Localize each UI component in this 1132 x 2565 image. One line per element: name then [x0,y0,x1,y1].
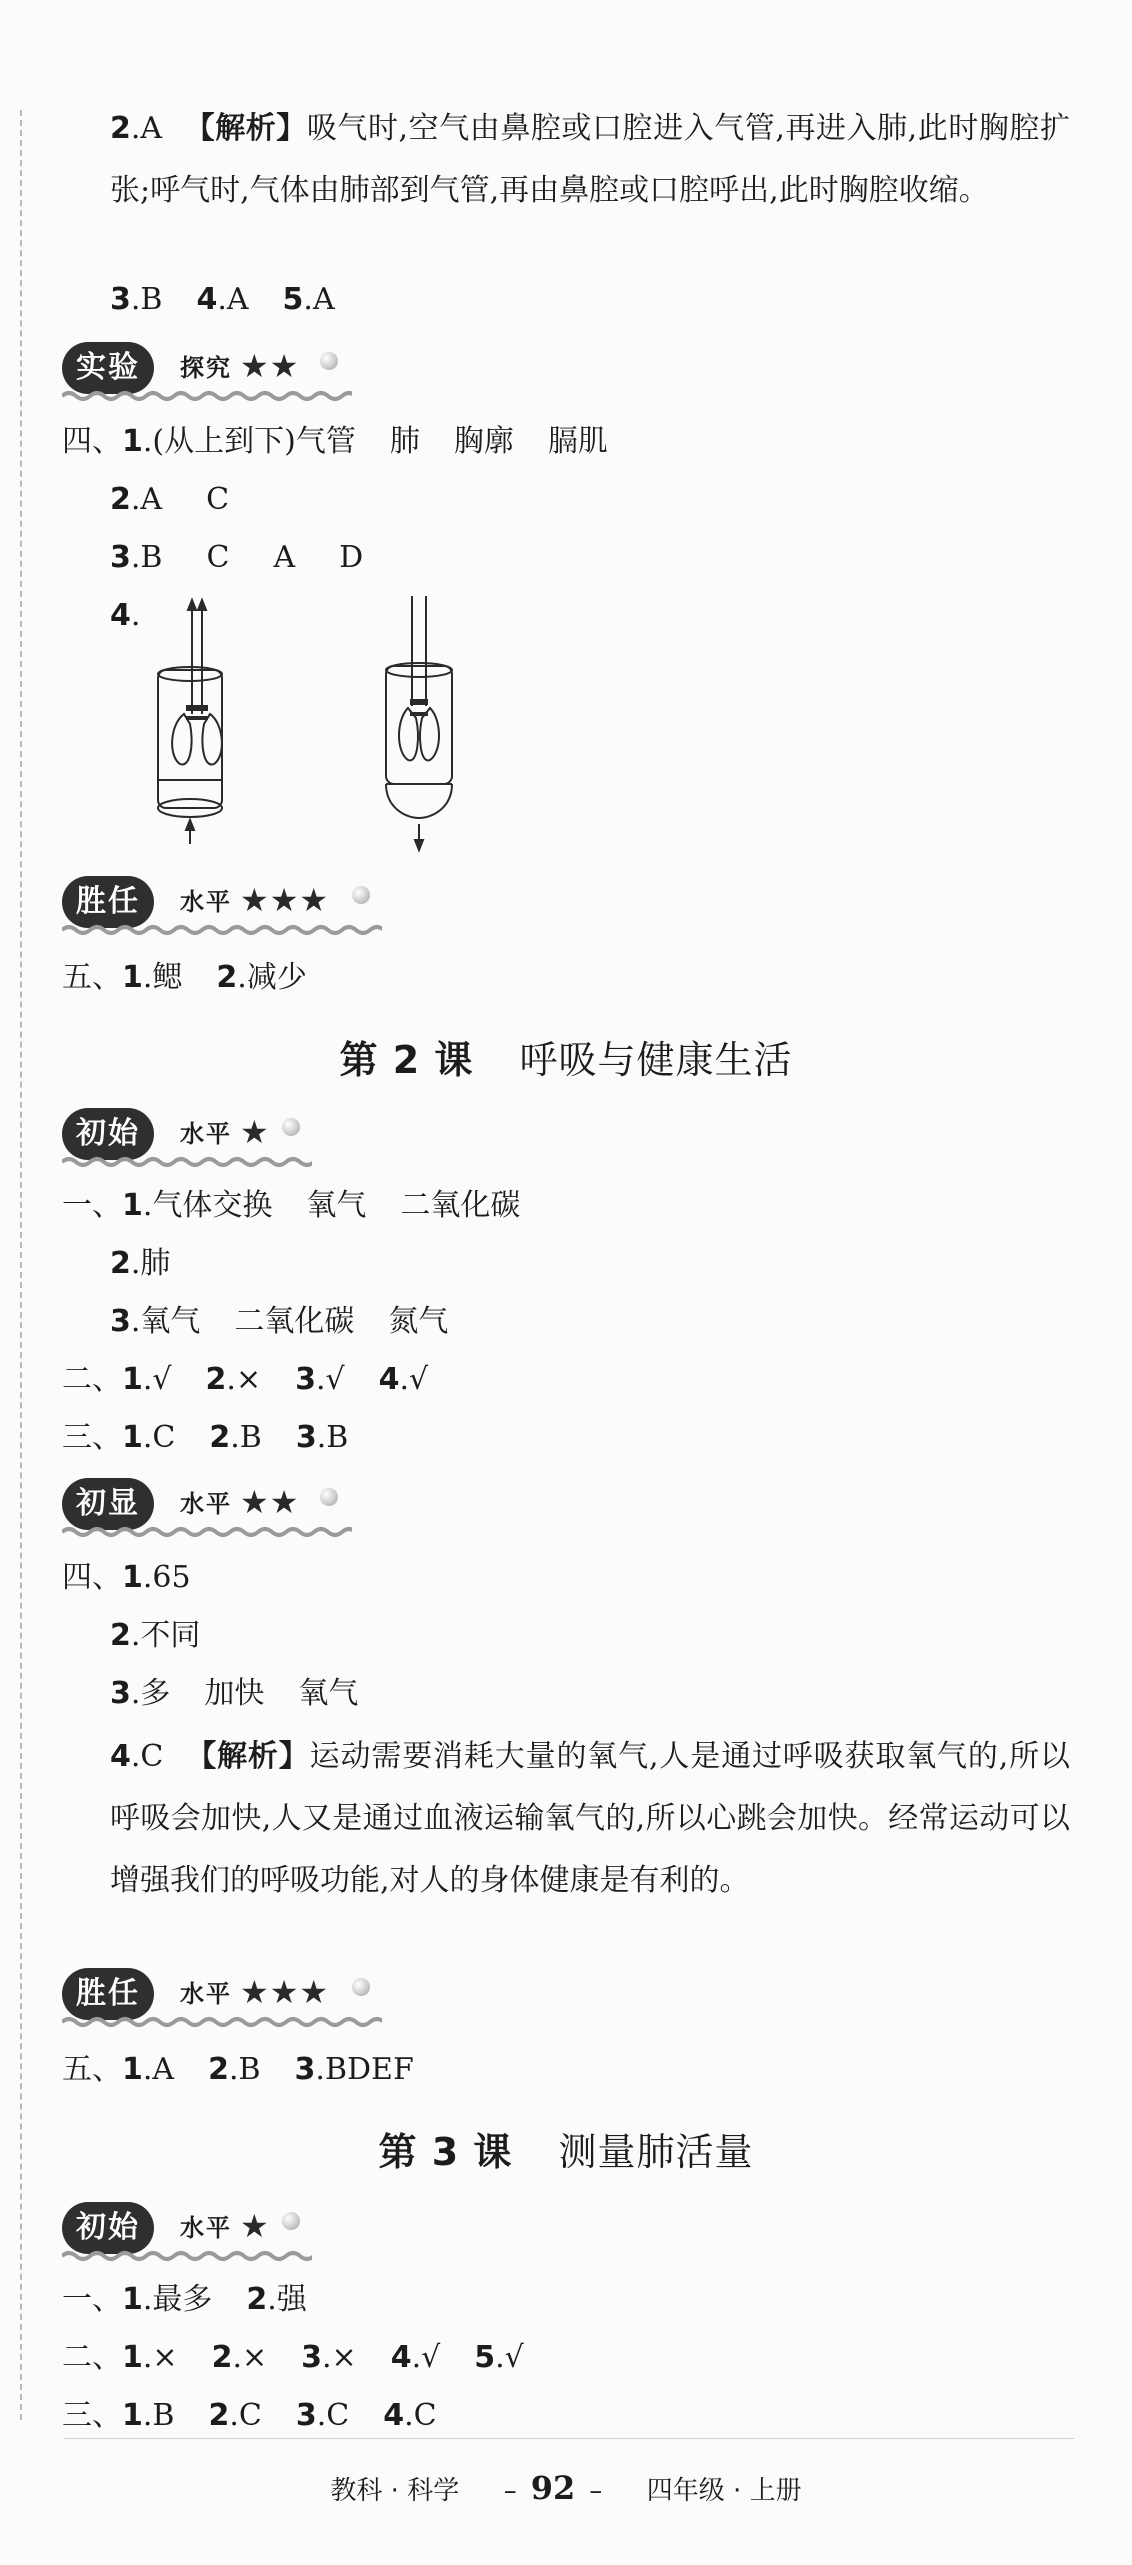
answer-value: C [206,540,230,575]
question-number: 4 [383,2398,405,2433]
question-number: 2 [216,960,238,995]
answer-value: .强 [267,2282,307,2317]
answer-value: .A [303,282,335,317]
question-number: 3 [110,540,131,575]
section-prefix: 三、 [62,1420,122,1455]
answer-value: 氧气 [306,1188,367,1223]
section-prefix: 二、 [62,1362,122,1397]
footer-dash: – [503,2476,517,2506]
badge-label: 初始 [62,2202,154,2254]
badge-label: 实验 [62,342,154,394]
badge-label: 初显 [62,1478,154,1530]
analysis-tag: 【解析】 [185,1739,310,1774]
answer-value: .√ [495,2340,524,2375]
badge-sub-label: 水平 [180,1120,232,1148]
lung-model-diagram [150,596,480,856]
section-prefix: 一、 [62,2282,122,2317]
question-number: 4 [110,598,131,633]
lesson-title: 呼吸与健康生活 [519,1038,793,1082]
answer-value: 氧气 [298,1676,359,1711]
star-rating: ★★★ [240,881,330,919]
answer-value: .氧气 [130,1304,201,1339]
question-number: 2 [205,1362,227,1397]
footer-dash: – [589,2476,603,2506]
wave-underline [62,1156,312,1168]
answer-value: .√ [399,1362,429,1397]
answer-value: D [339,540,364,575]
answer-value: .65 [142,1560,191,1595]
badge-label: 初始 [62,1108,154,1160]
answer-value: .B [130,282,163,317]
l2-answer-4-4-paragraph [110,1726,1070,1912]
star-rating: ★★★ [240,1973,330,2011]
answer-value: A [273,540,296,575]
l2-answer-5 [62,2048,414,2092]
lesson-3-heading [0,2124,1132,2180]
level-badge-emerging [62,1472,362,1538]
page-footer [0,2468,1132,2511]
l3-answer-1 [62,2278,307,2322]
answer-line-4-4 [110,594,140,638]
answer-value: .(从上到下)气管 [142,424,356,459]
analysis-text: 吸气时,空气由鼻腔或口腔进入气管,再进入肺,此时胸腔扩张;呼气时,气体由肺部到气管,再由鼻腔或口腔呼出,此时胸腔收缩。 [110,111,1071,208]
answer-value: . [130,598,141,633]
answer-value: 二氧化碳 [234,1304,355,1339]
analysis-text: 运动需要消耗大量的氧气,人是通过呼吸获取氧气的,所以呼吸会加快,人又是通过血液运输氧气的,所以心跳会加快。经常运动可以增强我们的呼吸功能,对人的身体健康是有利的。 [110,1739,1071,1898]
question-number: 3 [110,282,131,317]
answer-value: .√ [315,1362,345,1397]
answer-value: .C [229,2398,262,2433]
answer-value: .× [322,2340,357,2375]
answer-value: 肺 [389,424,420,459]
half-star-dot-icon [282,1118,300,1136]
section-prefix: 四、 [62,424,122,459]
question-number: 2 [208,2398,230,2433]
wave-underline [62,2016,382,2028]
l2-answer-1-1 [62,1184,520,1228]
question-number: 2 [246,2282,268,2317]
answer-line-4-2 [110,478,229,522]
level-badge-beginning-2 [62,2196,362,2262]
section-prefix: 二、 [62,2340,122,2375]
badge-sub-label: 水平 [180,1980,232,2008]
question-number: 1 [122,1188,143,1223]
answer-value: .C [316,2398,350,2433]
question-number: 1 [122,2398,143,2433]
question-number: 1 [122,2052,143,2087]
answer-value: .C [404,2398,437,2433]
question-number: 2 [110,1246,131,1281]
badge-sub-label: 水平 [180,1490,232,1518]
question-number: 3 [294,2052,316,2087]
section-prefix: 三、 [62,2398,122,2433]
wave-underline [62,390,352,402]
section-prefix: 四、 [62,1560,122,1595]
answer-value: .气体交换 [142,1188,273,1223]
question-number: 5 [474,2340,496,2375]
wave-underline [62,1526,352,1538]
question-number: 1 [122,2340,143,2375]
answer-value: .A [217,282,249,317]
level-badge-competent [62,870,362,936]
half-star-dot-icon [282,2212,300,2230]
l2-answer-4-1 [62,1556,191,1600]
answer-value: .B [230,1420,262,1455]
question-number: 2 [110,111,131,146]
question-number: 1 [122,1420,143,1455]
level-badge-beginning [62,1102,362,1168]
answer-value: .C [130,1739,164,1774]
margin-dashed-line [20,110,22,2420]
question-number: 2 [211,2340,233,2375]
section-prefix: 一、 [62,1188,122,1223]
answer-value: C [206,482,230,517]
question-number: 1 [122,1362,143,1397]
l2-answer-4-2 [110,1614,200,1658]
answer-value: .× [226,1362,262,1397]
half-star-dot-icon [352,1978,370,1996]
answer-value: 加快 [204,1676,265,1711]
level-badge-experiment [62,336,362,402]
question-number: 4 [390,2340,412,2375]
answer-value: .减少 [237,960,307,995]
l2-answer-3 [62,1416,348,1460]
answer-value: .BDEF [315,2052,414,2087]
half-star-dot-icon [352,886,370,904]
level-badge-competent-2 [62,1962,362,2028]
l2-answer-4-3 [110,1672,358,1716]
analysis-tag: 【解析】 [184,111,307,146]
question-number: 3 [295,1362,316,1397]
section-prefix: 五、 [62,2052,122,2087]
lesson-2-heading [0,1032,1132,1088]
answer-value: .B [142,2398,175,2433]
question-number: 3 [110,1676,131,1711]
question-number: 1 [122,960,143,995]
l3-answer-2 [62,2336,524,2380]
answer-value: 胸廓 [453,424,514,459]
answer-value: .鳃 [142,960,183,995]
answer-value: .A [142,2052,175,2087]
question-number: 3 [295,1420,317,1455]
answer-value: .A [130,482,163,517]
star-rating: ★★ [240,1483,300,1521]
star-rating: ★★ [240,347,300,385]
answer-value: .√ [142,1362,172,1397]
answer-value: .C [142,1420,176,1455]
l2-answer-1-3 [110,1300,448,1344]
answer-value: .A [130,111,163,146]
question-number: 2 [208,2052,229,2087]
question-number: 2 [209,1420,231,1455]
question-number: 3 [110,1304,131,1339]
answer-line-4-3 [110,536,363,580]
question-number: 5 [282,282,304,317]
answer-value: .多 [130,1676,171,1711]
footer-rule [64,2438,1074,2439]
lesson-number: 第 3 课 [378,2130,513,2174]
badge-label: 胜任 [62,1968,154,2020]
answer-paragraph-2 [110,98,1070,222]
answer-value: .B [316,1420,349,1455]
answer-value: .B [228,2052,261,2087]
question-number: 4 [378,1362,400,1397]
badge-label: 胜任 [62,876,154,928]
star-rating: ★ [240,1113,270,1151]
wave-underline [62,924,382,936]
question-number: 2 [110,1618,131,1653]
l2-answer-1-2 [110,1242,170,1286]
badge-sub-label: 水平 [180,2214,232,2242]
answer-value: .√ [411,2340,441,2375]
wave-underline [62,2250,312,2262]
badge-sub-label: 探究 [180,354,232,382]
answer-line-4-1 [62,420,608,464]
answer-value: .肺 [130,1246,171,1281]
badge-sub-label: 水平 [180,888,232,916]
l3-answer-3 [62,2394,437,2438]
question-number: 3 [295,2398,317,2433]
answer-value: .不同 [130,1618,201,1653]
footer-subject: 教科 · 科学 [330,2476,460,2506]
answer-value: .最多 [142,2282,213,2317]
question-number: 1 [122,1560,143,1595]
answer-value: 氮气 [388,1304,449,1339]
star-rating: ★ [240,2207,270,2245]
half-star-dot-icon [320,352,338,370]
question-number: 4 [196,282,218,317]
question-number: 4 [110,1739,131,1774]
section-prefix: 五、 [62,960,122,995]
question-number: 1 [122,2282,143,2317]
answer-line-5 [62,956,307,1000]
l2-answer-2 [62,1358,428,1402]
answer-value: .× [232,2340,268,2375]
answer-line-3-5 [110,278,335,322]
lesson-title: 测量肺活量 [558,2130,754,2174]
page-number: 92 [530,2469,576,2507]
lesson-number: 第 2 课 [339,1038,474,1082]
question-number: 1 [122,424,143,459]
half-star-dot-icon [320,1488,338,1506]
question-number: 3 [301,2340,322,2375]
question-number: 2 [110,482,131,517]
footer-grade: 四年级 · 上册 [646,2476,802,2506]
answer-value: 膈肌 [547,424,608,459]
answer-value: 二氧化碳 [400,1188,521,1223]
answer-value: .B [130,540,163,575]
answer-value: .× [142,2340,178,2375]
